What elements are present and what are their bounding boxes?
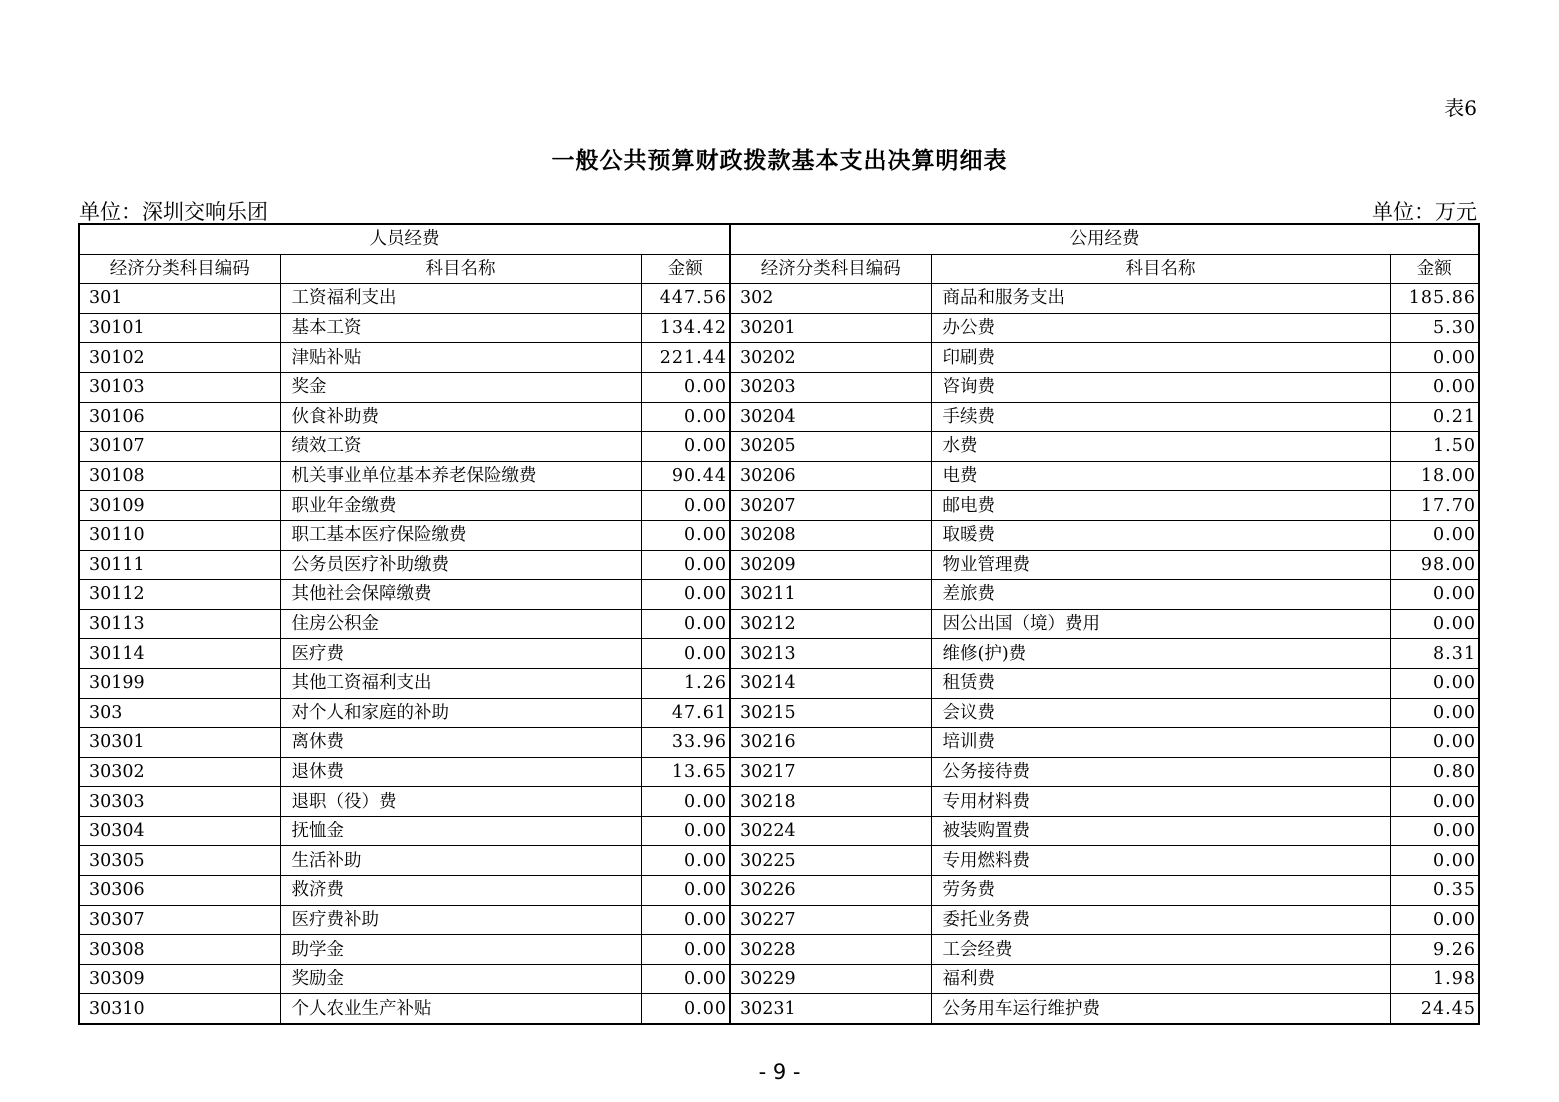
column-header-amount: 金额 — [641, 254, 730, 284]
public-code-cell: 30204 — [730, 402, 931, 432]
public-name-cell: 租赁费 — [931, 668, 1390, 698]
public-amount-cell: 0.00 — [1390, 787, 1479, 817]
table-row — [79, 935, 1479, 965]
public-name-cell: 商品和服务支出 — [931, 284, 1390, 314]
personnel-code-cell: 30110 — [79, 520, 280, 550]
personnel-amount-cell: 0.00 — [641, 491, 730, 521]
personnel-code-cell: 30307 — [79, 905, 280, 935]
public-code-cell: 30231 — [730, 994, 931, 1024]
public-code-cell: 30228 — [730, 935, 931, 965]
table-row — [79, 728, 1479, 758]
personnel-code-cell: 30306 — [79, 876, 280, 906]
public-name-cell: 公务用车运行维护费 — [931, 994, 1390, 1024]
column-header-code: 经济分类科目编码 — [79, 254, 280, 284]
unit-organization: 单位：深圳交响乐团 — [79, 200, 268, 224]
public-code-cell: 30202 — [730, 343, 931, 373]
personnel-name-cell: 公务员医疗补助缴费 — [280, 550, 641, 580]
personnel-code-cell: 30102 — [79, 343, 280, 373]
personnel-amount-cell: 0.00 — [641, 905, 730, 935]
public-code-cell: 30205 — [730, 432, 931, 462]
public-name-cell: 会议费 — [931, 698, 1390, 728]
public-code-cell: 30227 — [730, 905, 931, 935]
column-header-amount: 金额 — [1390, 254, 1479, 284]
personnel-code-cell: 30113 — [79, 609, 280, 639]
public-name-cell: 因公出国（境）费用 — [931, 609, 1390, 639]
public-code-cell: 30207 — [730, 491, 931, 521]
public-name-cell: 公务接待费 — [931, 757, 1390, 787]
table-number: 表6 — [1444, 96, 1477, 120]
personnel-amount-cell: 0.00 — [641, 935, 730, 965]
public-code-cell: 30229 — [730, 964, 931, 994]
personnel-code-cell: 30301 — [79, 728, 280, 758]
public-name-cell: 维修(护)费 — [931, 639, 1390, 669]
public-name-cell: 取暖费 — [931, 520, 1390, 550]
public-amount-cell: 0.00 — [1390, 668, 1479, 698]
public-code-cell: 30208 — [730, 520, 931, 550]
table-row — [79, 787, 1479, 817]
public-code-cell: 30212 — [730, 609, 931, 639]
public-amount-cell: 0.80 — [1390, 757, 1479, 787]
personnel-name-cell: 医疗费 — [280, 639, 641, 669]
personnel-name-cell: 生活补助 — [280, 846, 641, 876]
personnel-name-cell: 绩效工资 — [280, 432, 641, 462]
column-header-name: 科目名称 — [280, 254, 641, 284]
personnel-name-cell: 伙食补助费 — [280, 402, 641, 432]
table-row — [79, 846, 1479, 876]
personnel-name-cell: 职工基本医疗保险缴费 — [280, 520, 641, 550]
table-row — [79, 372, 1479, 402]
public-name-cell: 福利费 — [931, 964, 1390, 994]
table-row — [79, 816, 1479, 846]
public-name-cell: 差旅费 — [931, 580, 1390, 610]
public-code-cell: 30216 — [730, 728, 931, 758]
table-row — [79, 698, 1479, 728]
personnel-code-cell: 30111 — [79, 550, 280, 580]
table-row — [79, 343, 1479, 373]
personnel-amount-cell: 47.61 — [641, 698, 730, 728]
personnel-amount-cell: 0.00 — [641, 432, 730, 462]
personnel-amount-cell: 1.26 — [641, 668, 730, 698]
public-name-cell: 咨询费 — [931, 372, 1390, 402]
personnel-name-cell: 基本工资 — [280, 313, 641, 343]
public-name-cell: 被装购置费 — [931, 816, 1390, 846]
personnel-amount-cell: 13.65 — [641, 757, 730, 787]
expenditure-table — [78, 223, 1480, 1025]
public-amount-cell: 0.00 — [1390, 905, 1479, 935]
personnel-amount-cell: 0.00 — [641, 787, 730, 817]
column-header-name: 科目名称 — [931, 254, 1390, 284]
personnel-name-cell: 抚恤金 — [280, 816, 641, 846]
public-amount-cell: 0.00 — [1390, 609, 1479, 639]
column-header-code: 经济分类科目编码 — [730, 254, 931, 284]
section-header-row — [79, 224, 1479, 254]
section-header-public: 公用经费 — [730, 224, 1479, 254]
public-amount-cell: 185.86 — [1390, 284, 1479, 314]
personnel-code-cell: 30199 — [79, 668, 280, 698]
page-title: 一般公共预算财政拨款基本支出决算明细表 — [551, 148, 1008, 174]
personnel-code-cell: 30106 — [79, 402, 280, 432]
personnel-name-cell: 津贴补贴 — [280, 343, 641, 373]
personnel-code-cell: 30308 — [79, 935, 280, 965]
table-row — [79, 550, 1479, 580]
public-name-cell: 劳务费 — [931, 876, 1390, 906]
public-name-cell: 印刷费 — [931, 343, 1390, 373]
table-row — [79, 639, 1479, 669]
table-row — [79, 402, 1479, 432]
personnel-amount-cell: 33.96 — [641, 728, 730, 758]
personnel-name-cell: 奖金 — [280, 372, 641, 402]
public-amount-cell: 24.45 — [1390, 994, 1479, 1024]
personnel-amount-cell: 0.00 — [641, 372, 730, 402]
public-code-cell: 30206 — [730, 461, 931, 491]
personnel-name-cell: 其他社会保障缴费 — [280, 580, 641, 610]
personnel-name-cell: 工资福利支出 — [280, 284, 641, 314]
personnel-amount-cell: 0.00 — [641, 876, 730, 906]
public-code-cell: 30224 — [730, 816, 931, 846]
public-name-cell: 工会经费 — [931, 935, 1390, 965]
table-row — [79, 313, 1479, 343]
personnel-code-cell: 30305 — [79, 846, 280, 876]
personnel-code-cell: 30108 — [79, 461, 280, 491]
personnel-name-cell: 其他工资福利支出 — [280, 668, 641, 698]
personnel-amount-cell: 0.00 — [641, 609, 730, 639]
public-code-cell: 302 — [730, 284, 931, 314]
public-code-cell: 30214 — [730, 668, 931, 698]
public-name-cell: 邮电费 — [931, 491, 1390, 521]
personnel-name-cell: 助学金 — [280, 935, 641, 965]
public-amount-cell: 0.00 — [1390, 372, 1479, 402]
public-amount-cell: 0.00 — [1390, 728, 1479, 758]
public-amount-cell: 0.35 — [1390, 876, 1479, 906]
personnel-code-cell: 301 — [79, 284, 280, 314]
personnel-name-cell: 救济费 — [280, 876, 641, 906]
personnel-code-cell: 30103 — [79, 372, 280, 402]
personnel-amount-cell: 0.00 — [641, 994, 730, 1024]
table-row — [79, 905, 1479, 935]
personnel-name-cell: 离休费 — [280, 728, 641, 758]
public-name-cell: 专用燃料费 — [931, 846, 1390, 876]
personnel-code-cell: 30112 — [79, 580, 280, 610]
table-row — [79, 580, 1479, 610]
table-row — [79, 757, 1479, 787]
personnel-amount-cell: 0.00 — [641, 550, 730, 580]
personnel-code-cell: 30114 — [79, 639, 280, 669]
table-row — [79, 994, 1479, 1024]
public-name-cell: 办公费 — [931, 313, 1390, 343]
personnel-amount-cell: 0.00 — [641, 846, 730, 876]
public-amount-cell: 18.00 — [1390, 461, 1479, 491]
personnel-amount-cell: 0.00 — [641, 580, 730, 610]
public-amount-cell: 0.21 — [1390, 402, 1479, 432]
personnel-name-cell: 医疗费补助 — [280, 905, 641, 935]
public-amount-cell: 0.00 — [1390, 580, 1479, 610]
public-name-cell: 手续费 — [931, 402, 1390, 432]
public-name-cell: 电费 — [931, 461, 1390, 491]
personnel-code-cell: 30101 — [79, 313, 280, 343]
personnel-name-cell: 个人农业生产补贴 — [280, 994, 641, 1024]
public-amount-cell: 0.00 — [1390, 343, 1479, 373]
table-row — [79, 668, 1479, 698]
public-name-cell: 物业管理费 — [931, 550, 1390, 580]
public-code-cell: 30203 — [730, 372, 931, 402]
table-row — [79, 609, 1479, 639]
public-amount-cell: 1.50 — [1390, 432, 1479, 462]
public-amount-cell: 0.00 — [1390, 520, 1479, 550]
personnel-amount-cell: 447.56 — [641, 284, 730, 314]
personnel-amount-cell: 0.00 — [641, 402, 730, 432]
public-amount-cell: 9.26 — [1390, 935, 1479, 965]
table-row — [79, 432, 1479, 462]
public-code-cell: 30211 — [730, 580, 931, 610]
table-row — [79, 876, 1479, 906]
public-amount-cell: 98.00 — [1390, 550, 1479, 580]
public-amount-cell: 5.30 — [1390, 313, 1479, 343]
personnel-name-cell: 机关事业单位基本养老保险缴费 — [280, 461, 641, 491]
public-amount-cell: 0.00 — [1390, 846, 1479, 876]
personnel-amount-cell: 90.44 — [641, 461, 730, 491]
personnel-name-cell: 奖励金 — [280, 964, 641, 994]
public-code-cell: 30209 — [730, 550, 931, 580]
personnel-code-cell: 30310 — [79, 994, 280, 1024]
public-amount-cell: 0.00 — [1390, 698, 1479, 728]
public-code-cell: 30215 — [730, 698, 931, 728]
public-code-cell: 30218 — [730, 787, 931, 817]
public-amount-cell: 8.31 — [1390, 639, 1479, 669]
personnel-code-cell: 30302 — [79, 757, 280, 787]
public-code-cell: 30225 — [730, 846, 931, 876]
personnel-name-cell: 对个人和家庭的补助 — [280, 698, 641, 728]
public-code-cell: 30213 — [730, 639, 931, 669]
personnel-amount-cell: 0.00 — [641, 816, 730, 846]
table-row — [79, 964, 1479, 994]
personnel-code-cell: 30309 — [79, 964, 280, 994]
section-header-personnel: 人员经费 — [79, 224, 730, 254]
public-code-cell: 30201 — [730, 313, 931, 343]
table-row — [79, 520, 1479, 550]
unit-currency: 单位：万元 — [1372, 200, 1477, 224]
personnel-name-cell: 退休费 — [280, 757, 641, 787]
public-code-cell: 30217 — [730, 757, 931, 787]
table-row — [79, 491, 1479, 521]
personnel-code-cell: 30109 — [79, 491, 280, 521]
public-amount-cell: 0.00 — [1390, 816, 1479, 846]
personnel-code-cell: 303 — [79, 698, 280, 728]
table-row — [79, 284, 1479, 314]
personnel-name-cell: 住房公积金 — [280, 609, 641, 639]
public-name-cell: 培训费 — [931, 728, 1390, 758]
personnel-amount-cell: 0.00 — [641, 639, 730, 669]
personnel-code-cell: 30107 — [79, 432, 280, 462]
personnel-name-cell: 退职（役）费 — [280, 787, 641, 817]
public-amount-cell: 1.98 — [1390, 964, 1479, 994]
public-name-cell: 委托业务费 — [931, 905, 1390, 935]
public-code-cell: 30226 — [730, 876, 931, 906]
page-number: - 9 - — [758, 1060, 801, 1084]
personnel-code-cell: 30303 — [79, 787, 280, 817]
personnel-amount-cell: 0.00 — [641, 520, 730, 550]
personnel-amount-cell: 134.42 — [641, 313, 730, 343]
column-header-row — [79, 254, 1479, 284]
public-name-cell: 专用材料费 — [931, 787, 1390, 817]
public-name-cell: 水费 — [931, 432, 1390, 462]
personnel-amount-cell: 0.00 — [641, 964, 730, 994]
personnel-amount-cell: 221.44 — [641, 343, 730, 373]
table-row — [79, 461, 1479, 491]
personnel-code-cell: 30304 — [79, 816, 280, 846]
personnel-name-cell: 职业年金缴费 — [280, 491, 641, 521]
public-amount-cell: 17.70 — [1390, 491, 1479, 521]
